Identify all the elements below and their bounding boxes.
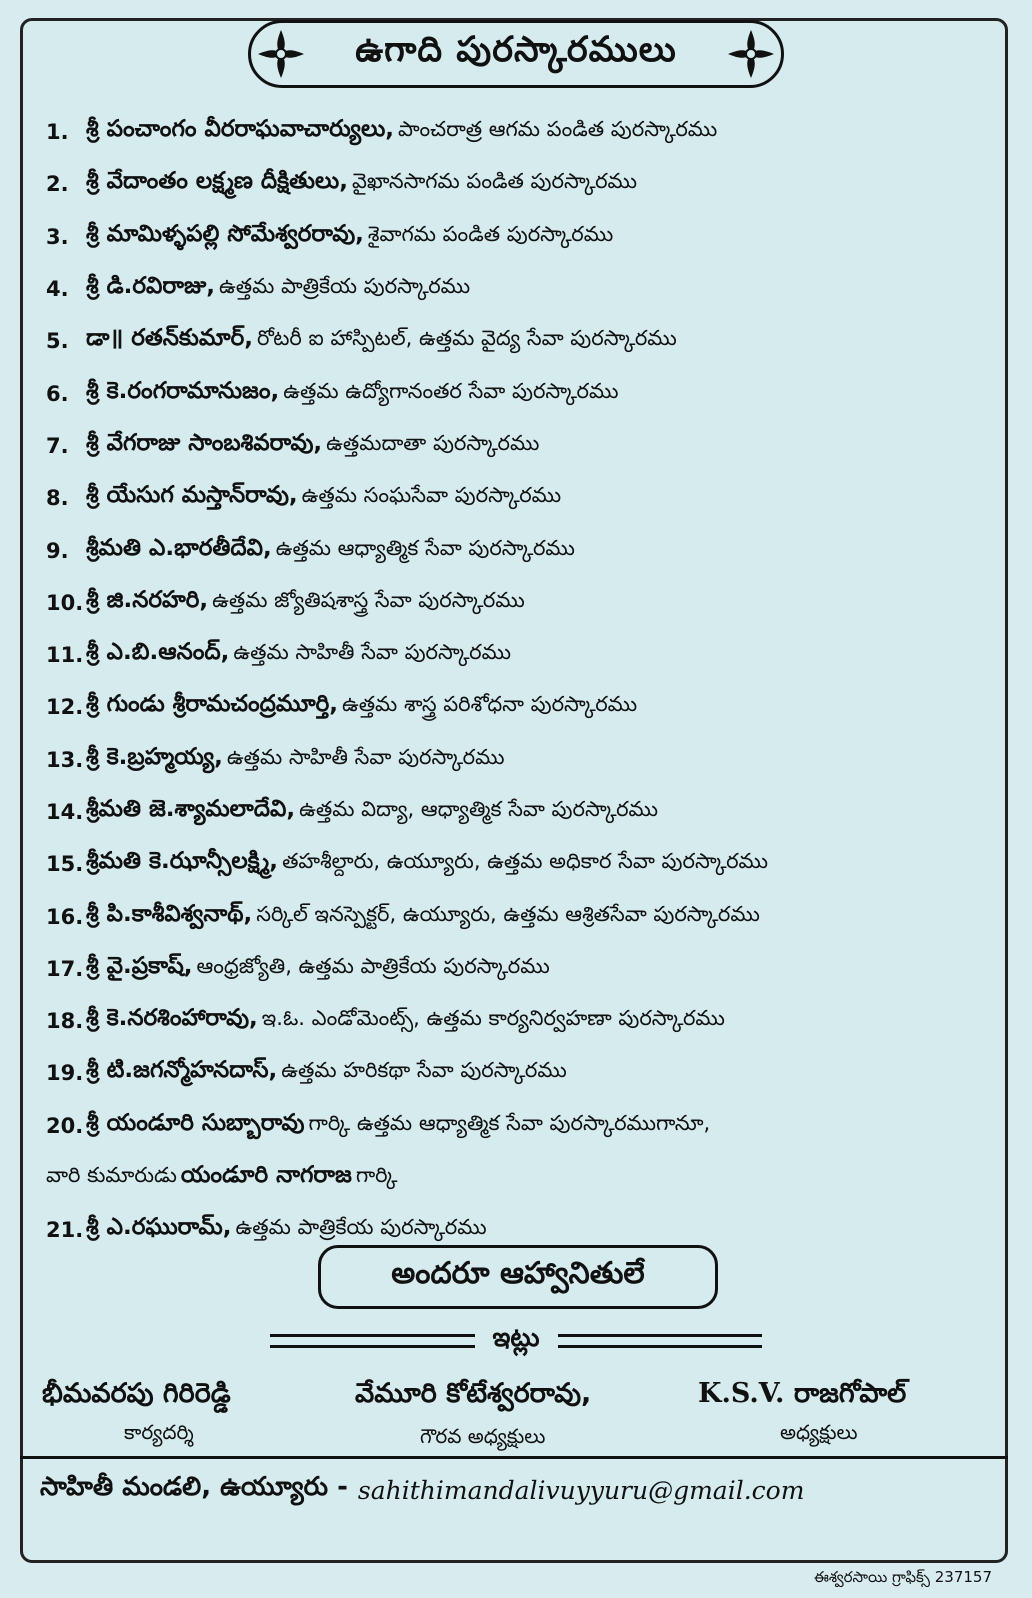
list-item bbox=[46, 158, 986, 210]
list-item bbox=[46, 995, 986, 1047]
award-description: వైఖానసాగమ పండిత పురస్కారము bbox=[351, 169, 638, 194]
award-number: 6. bbox=[46, 381, 69, 406]
list-item bbox=[46, 629, 986, 681]
award-description: తహశీల్దారు, ఉయ్యూరు, ఉత్తమ అధికార సేవా పురస్కారము bbox=[282, 849, 769, 874]
awardee-name: శ్రీ వేదాంతం లక్ష్మణ దీక్షితులు, bbox=[86, 168, 348, 195]
list-item bbox=[46, 524, 986, 576]
awardee-name: శ్రీ యండూరి సుబ్బారావు bbox=[86, 1109, 305, 1136]
list-item bbox=[46, 1047, 986, 1099]
list-item bbox=[46, 786, 986, 838]
list-item bbox=[46, 943, 986, 995]
award-description: ఉత్తమ జ్యోతిషశాస్త్ర సేవా పురస్కారము bbox=[212, 587, 525, 612]
signatory-role: కార్యదర్శి bbox=[124, 1420, 194, 1444]
award-number: 20. bbox=[46, 1113, 84, 1138]
closing-text: ఇట్లు bbox=[492, 1323, 540, 1353]
award-description: ఉత్తమ సాహితీ సేవా పురస్కారము bbox=[226, 744, 505, 769]
awardee-name: శ్రీ మామిళ్ళపల్లి సోమేశ్వరరావు, bbox=[86, 220, 364, 247]
awardee-name: శ్రీ వేగరాజు సాంబశివరావు, bbox=[86, 429, 323, 456]
awardee-name: శ్రీ ఎ.బి.ఆనంద్, bbox=[86, 639, 230, 666]
awardee-name: శ్రీమతి కె.ఝాన్సీలక్ష్మి, bbox=[86, 848, 279, 875]
list-item bbox=[46, 315, 986, 367]
divider bbox=[270, 1334, 475, 1348]
organization-name: సాహితీ మండలి, ఉయ్యూరు - bbox=[40, 1472, 348, 1502]
awardee-name: శ్రీమతి ఎ.భారతీదేవి, bbox=[86, 534, 272, 561]
list-item bbox=[46, 263, 986, 315]
invitation-text: అందరూ ఆహ్వానితులే bbox=[391, 1256, 645, 1291]
awardee-name: శ్రీ కె.రంగరామానుజం, bbox=[86, 377, 280, 404]
invitation-banner bbox=[318, 1245, 718, 1309]
award-number: 4. bbox=[46, 277, 69, 302]
award-number: 5. bbox=[46, 329, 69, 354]
award-description: ఉత్తమ శాస్త్ర పరిశోధనా పురస్కారము bbox=[341, 692, 638, 717]
award-description: ఉత్తమ హరికథా సేవా పురస్కారము bbox=[281, 1058, 567, 1083]
awardee-name: శ్రీ కె.బ్రహ్మయ్య, bbox=[86, 743, 223, 770]
award-description: రోటరీ ఐ హాస్పిటల్, ఉత్తమ వైద్య సేవా పురస్కారము bbox=[256, 326, 677, 351]
award-description: పాంచరాత్ర ఆగమ పండిత పురస్కారము bbox=[398, 117, 718, 142]
awardee-name: శ్రీ పంచాంగం వీరరాఘవాచార్యులు, bbox=[86, 116, 395, 143]
award-description: సర్కిల్ ఇనస్పెక్టర్, ఉయ్యూరు, ఉత్తమ ఆశ్రితసేవా పురస్కారము bbox=[256, 901, 760, 926]
signatory-initials: K.S.V. bbox=[698, 1378, 785, 1409]
award-description: ఉత్తమ ఆధ్యాత్మిక సేవా పురస్కారము bbox=[275, 535, 575, 560]
awardee-name: యండూరి నాగరాజ bbox=[180, 1161, 352, 1188]
closing-row bbox=[270, 1322, 762, 1360]
award-number: 15. bbox=[46, 852, 84, 877]
award-number: 1. bbox=[46, 120, 69, 145]
list-item-continuation bbox=[46, 1152, 986, 1204]
list-item bbox=[46, 890, 986, 942]
list-item bbox=[46, 472, 986, 524]
signatory-name: వేమూరి కోటేశ్వరరావు, bbox=[355, 1378, 592, 1409]
printer-credit: ఈశ్వరసాయి గ్రాఫిక్స్ 237157 bbox=[813, 1568, 992, 1586]
award-number: 10. bbox=[46, 590, 84, 615]
awardee-name: శ్రీ టి.జగన్మోహనదాస్, bbox=[86, 1057, 278, 1084]
awardee-name: శ్రీ యేసుగ మస్తాన్‌రావు, bbox=[86, 482, 298, 509]
award-number: 8. bbox=[46, 486, 69, 511]
awardee-name: శ్రీ గుండు శ్రీరామచంద్రమూర్తి, bbox=[86, 691, 338, 718]
award-description: ఉత్తమ సంఘసేవా పురస్కారము bbox=[301, 483, 562, 508]
award-description: గార్కి ఉత్తమ ఆధ్యాత్మిక సేవా పురస్కారముగానూ, bbox=[308, 1110, 711, 1135]
awardee-name: శ్రీ జి.నరహరి, bbox=[86, 586, 209, 613]
award-description: ఉత్తమ పాత్రికేయ పురస్కారము bbox=[235, 1215, 487, 1240]
signatory-name: భీమవరపు గిరిరెడ్డి bbox=[42, 1378, 231, 1409]
award-description: ఉత్తమ సాహితీ సేవా పురస్కారము bbox=[233, 640, 512, 665]
awardee-name: శ్రీ డి.రవిరాజు, bbox=[86, 273, 215, 300]
continuation-prefix: వారి కుమారుడు bbox=[46, 1162, 177, 1187]
award-description: ఉత్తమ ఉద్యోగానంతర సేవా పురస్కారము bbox=[283, 378, 619, 403]
award-number: 13. bbox=[46, 747, 84, 772]
awardee-name: శ్రీ పి.కాశీవిశ్వనాథ్, bbox=[86, 900, 253, 927]
award-description: ఉత్తమ విద్యా, ఆధ్యాత్మిక సేవా పురస్కారము bbox=[299, 797, 659, 821]
awardee-name: శ్రీ వై.ప్రకాష్, bbox=[86, 952, 193, 979]
awardee-name: శ్రీ కె.నరశింహారావు, bbox=[86, 1005, 258, 1032]
page-title: ఉగాది పురస్కారములు bbox=[355, 30, 677, 70]
divider bbox=[558, 1334, 763, 1348]
email-link[interactable]: sahithimandalivuyyuru@gmail.com bbox=[357, 1475, 805, 1505]
flower-ornament-icon bbox=[726, 28, 776, 80]
signatory-role: అధ్యక్షులు bbox=[780, 1420, 858, 1444]
list-item bbox=[46, 838, 986, 890]
award-number: 7. bbox=[46, 433, 69, 458]
award-number: 18. bbox=[46, 1009, 84, 1034]
awardee-name: శ్రీమతి జె.శ్యామలాదేవి, bbox=[86, 796, 296, 822]
footer-divider bbox=[20, 1456, 1008, 1460]
awardee-name: డా॥ రతన్‌కుమార్, bbox=[86, 325, 253, 352]
award-number: 12. bbox=[46, 695, 84, 720]
list-item bbox=[46, 420, 986, 472]
footer bbox=[40, 1468, 980, 1512]
signatory-role: గౌరవ అధ్యక్షులు bbox=[420, 1424, 546, 1448]
awardee-name: శ్రీ ఎ.రఘురామ్, bbox=[86, 1214, 232, 1241]
title-banner-border bbox=[248, 20, 784, 88]
award-description: ఉత్తమదాతా పురస్కారము bbox=[326, 430, 540, 455]
list-item bbox=[46, 681, 986, 733]
award-number: 14. bbox=[46, 800, 84, 824]
list-item bbox=[46, 367, 986, 419]
award-number: 17. bbox=[46, 956, 84, 981]
award-number: 21. bbox=[46, 1218, 84, 1243]
award-description: ఇ.ఓ. ఎండోమెంట్స్, ఉత్తమ కార్యనిర్వహణా పురస్కారము bbox=[261, 1006, 725, 1031]
award-description: శైవాగమ పండిత పురస్కారము bbox=[367, 221, 614, 246]
award-description: ఉత్తమ పాత్రికేయ పురస్కారము bbox=[218, 274, 471, 299]
list-item bbox=[46, 577, 986, 629]
flower-ornament-icon bbox=[256, 28, 306, 80]
list-item bbox=[46, 1100, 986, 1152]
award-number: 2. bbox=[46, 172, 69, 197]
award-number: 16. bbox=[46, 904, 84, 929]
list-item bbox=[46, 211, 986, 263]
award-number: 11. bbox=[46, 643, 84, 668]
award-number: 3. bbox=[46, 224, 69, 249]
award-number: 9. bbox=[46, 538, 69, 563]
list-item bbox=[46, 106, 986, 158]
list-item bbox=[46, 734, 986, 786]
award-description: ఆంధ్రజ్యోతి, ఉత్తమ పాత్రికేయ పురస్కారము bbox=[196, 953, 550, 978]
signatory-surname: రాజగోపాల్ bbox=[793, 1378, 907, 1409]
title-banner bbox=[248, 20, 784, 90]
awards-list bbox=[46, 106, 986, 1256]
continuation-suffix: గార్కి bbox=[355, 1162, 398, 1187]
signatory-name bbox=[698, 1378, 906, 1416]
award-number: 19. bbox=[46, 1061, 84, 1086]
